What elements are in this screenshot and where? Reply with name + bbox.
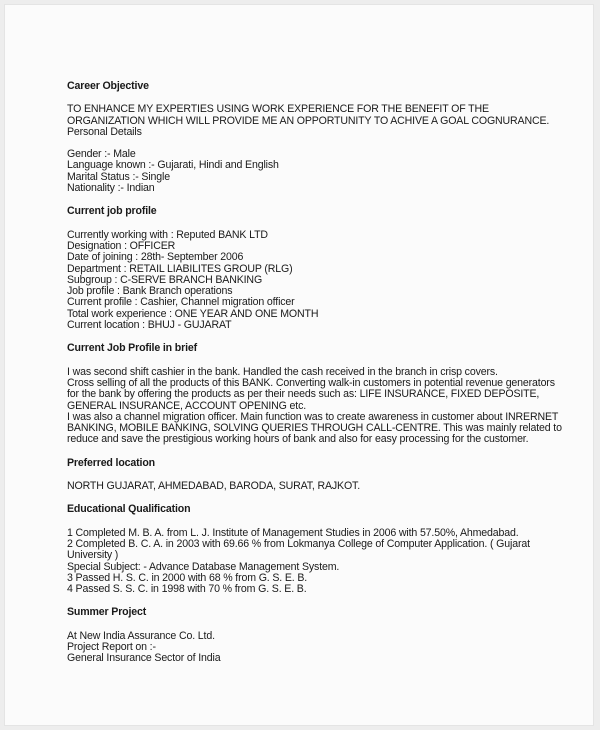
resume-content [67, 80, 562, 665]
job-profile-item: Current location : BHUJ - GUJARAT [67, 319, 232, 332]
preferred-location-section [67, 458, 547, 493]
education-heading: Educational Qualification [67, 503, 191, 516]
personal-details-section [67, 127, 547, 194]
career-objective-heading: Career Objective [67, 80, 149, 92]
job-profile-item: Total work experience : ONE YEAR AND ONE MONTH [67, 307, 319, 320]
education-line: 1 Completed M. B. A. from L. J. Institute of Management Studies in 2006 with 57.50%, Ahmedabad. [67, 526, 519, 539]
job-profile-brief-line: Cross selling of all the products of this BANK. Converting walk-in customers in potential revenue generators [67, 376, 555, 389]
education-line: 2 Completed B. C. A. in 2003 with 69.66 % from Lokmanya College of Computer Application. ( Gujarat [67, 537, 530, 550]
job-profile-brief-line: for the bank by offering the products as per their needs such as: LIFE INSURANCE, FIXED DEPOSITE, [67, 388, 540, 401]
personal-detail-language: Language known :- Gujarati, Hindi and English [67, 159, 279, 172]
summer-project-heading: Summer Project [67, 606, 147, 619]
career-objective-text-line: TO ENHANCE MY EXPERTIES USING WORK EXPERIENCE FOR THE BENEFIT OF THE [67, 103, 489, 116]
summer-project-line: Project Report on :- [67, 640, 156, 653]
job-profile-item: Designation : OFFICER [67, 239, 176, 252]
preferred-location-heading: Preferred location [67, 456, 155, 469]
job-profile-brief-line: BANKING, MOBILE BANKING, SOLVING QUERIES THROUGH CALL-CENTRE. This was mainly related to [67, 422, 562, 435]
job-profile-brief-line: GENERAL INSURANCE, ACCOUNT OPENING etc. [67, 399, 307, 412]
personal-detail-nationality: Nationality :- Indian [67, 182, 155, 195]
personal-detail-gender: Gender :- Male [67, 148, 136, 161]
current-job-profile-section [67, 206, 547, 331]
preferred-location-text: NORTH GUJARAT, AHMEDABAD, BARODA, SURAT, RAJKOT. [67, 480, 361, 493]
education-line: 3 Passed H. S. C. in 2000 with 68 % from G. S. E. B. [67, 571, 308, 584]
education-line: 4 Passed S. S. C. in 1998 with 70 % from G. S. E. B. [67, 583, 307, 596]
job-profile-brief-line: reduce and save the prestigious working hours of bank and also for easy processing for the customer. [67, 433, 529, 446]
job-profile-brief-line: I was also a channel migration officer. Main function was to create awareness in customer about INRERNET [67, 410, 559, 423]
summer-project-line: General Insurance Sector of India [67, 652, 221, 665]
education-line: Special Subject: - Advance Database Management System. [67, 560, 340, 573]
personal-details-heading: Personal Details [67, 125, 142, 138]
summer-project-line: At New India Assurance Co. Ltd. [67, 629, 215, 642]
summer-project-section [67, 607, 547, 664]
job-profile-item: Subgroup : C-SERVE BRANCH BANKING [67, 273, 263, 286]
education-line: University ) [67, 549, 119, 562]
job-profile-item: Job profile : Bank Branch operations [67, 285, 233, 298]
current-job-profile-heading: Current job profile [67, 205, 157, 218]
job-profile-brief-line: I was second shift cashier in the bank. Handled the cash received in the branch in crisp covers. [67, 365, 498, 378]
job-profile-item: Currently working with : Reputed BANK LTD [67, 228, 268, 241]
career-objective-text-line: ORGANIZATION WHICH WILL PROVIDE ME AN OPPORTUNITY TO ACHIVE A GOAL COGNURANCE. [67, 114, 550, 127]
education-section [67, 504, 547, 595]
job-profile-brief-section [67, 342, 562, 446]
job-profile-item: Date of joining : 28th- September 2006 [67, 251, 244, 264]
job-profile-brief-heading: Current Job Profile in brief [67, 342, 198, 355]
job-profile-item: Current profile : Cashier, Channel migration officer [67, 296, 295, 309]
personal-detail-marital-status: Marital Status :- Single [67, 170, 170, 183]
resume-page [4, 4, 594, 726]
career-objective-section [67, 80, 550, 127]
job-profile-item: Department : RETAIL LIABILITES GROUP (RLG) [67, 262, 293, 275]
